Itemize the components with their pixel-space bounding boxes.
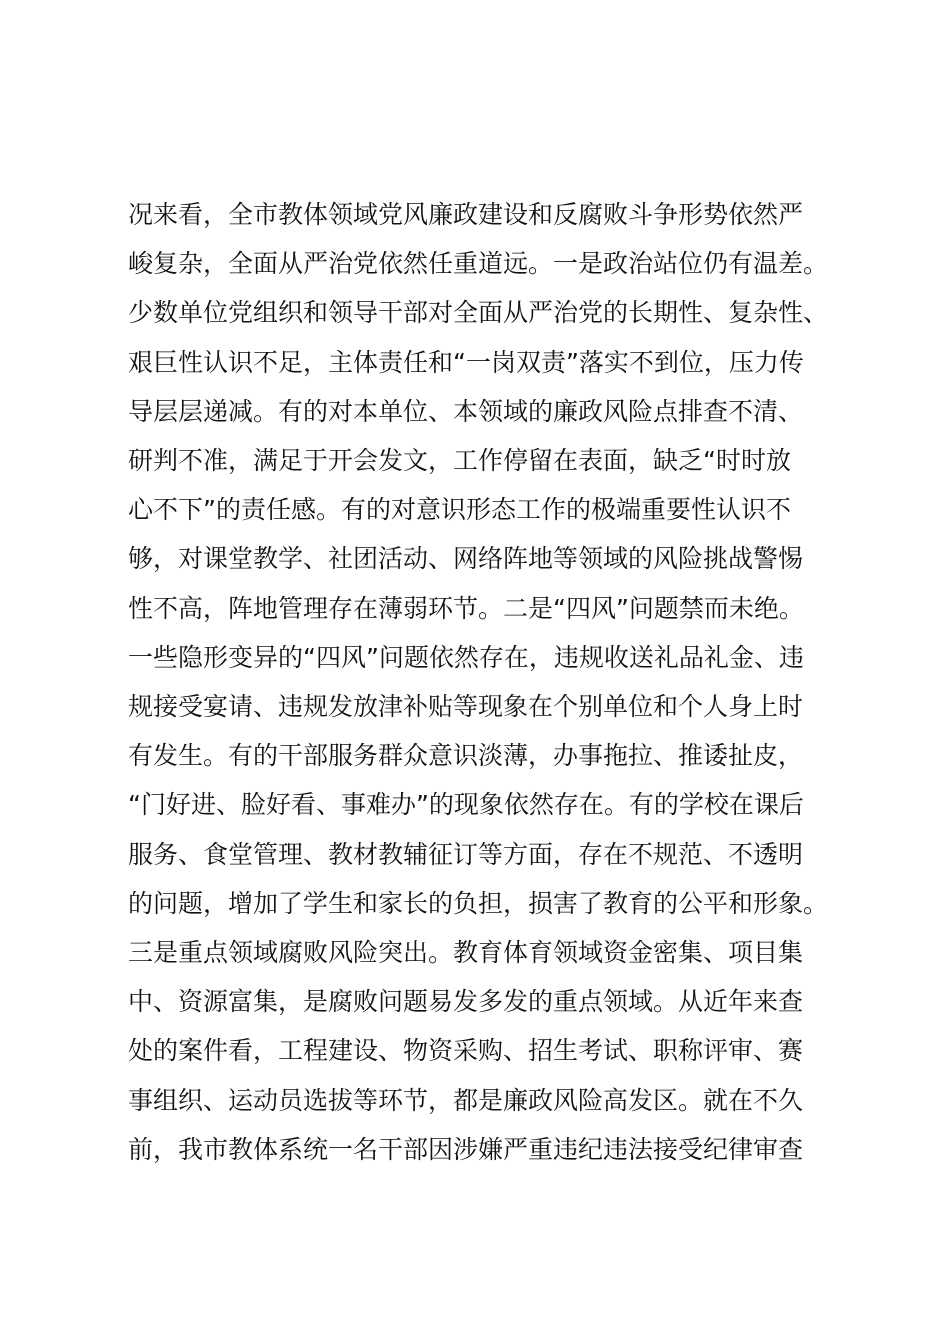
text-line-20: 前，我市教体系统一名干部因涉嫌严重违纪违法接受纪律审查 [128, 1134, 804, 1164]
text-line-18: 处的案件看，工程建设、物资采购、招生考试、职称评审、赛 [128, 1036, 804, 1066]
text-line-4: 艰巨性认识不足，主体责任和“一岗双责”落实不到位，压力传 [128, 347, 804, 377]
text-line-16: 三是重点领域腐败风险突出。教育体育领域资金密集、项目集 [128, 938, 804, 967]
text-line-12: 有发生。有的干部服务群众意识淡薄，办事拖拉、推诿扯皮， [128, 741, 804, 771]
text-line-10: 一些隐形变异的“四风”问题依然存在，违规收送礼品礼金、违 [128, 642, 804, 672]
text-line-2: 峻复杂，全面从严治党依然任重道远。一是政治站位仍有温差。 [128, 249, 829, 279]
text-line-15: 的问题，增加了学生和家长的负担，损害了教育的公平和形象。 [128, 888, 829, 918]
text-line-6: 研判不准，满足于开会发文，工作停留在表面，缺乏“时时放 [128, 446, 791, 475]
text-line-19: 事组织、运动员选拔等环节，都是廉政风险高发区。就在不久 [128, 1085, 804, 1115]
text-line-7: 心不下”的责任感。有的对意识形态工作的极端重要性认识不 [128, 495, 791, 525]
text-line-11: 规接受宴请、违规发放津补贴等现象在个别单位和个人身上时 [128, 692, 804, 721]
text-line-5: 导层层递减。有的对本单位、本领域的廉政风险点排查不清、 [128, 396, 804, 426]
text-line-9: 性不高，阵地管理存在薄弱环节。二是“四风”问题禁而未绝。 [128, 593, 804, 623]
text-line-1: 况来看，全市教体领域党风廉政建设和反腐败斗争形势依然严 [128, 200, 804, 229]
text-line-14: 服务、食堂管理、教材教辅征订等方面，存在不规范、不透明 [128, 839, 804, 869]
text-line-17: 中、资源富集，是腐败问题易发多发的重点领域。从近年来查 [128, 987, 804, 1017]
text-line-13: “门好进、脸好看、事难办”的现象依然存在。有的学校在课后 [128, 790, 804, 820]
text-line-3: 少数单位党组织和领导干部对全面从严治党的长期性、复杂性、 [128, 298, 829, 328]
text-line-8: 够，对课堂教学、社团活动、网络阵地等领域的风险挑战警惕 [128, 544, 804, 574]
